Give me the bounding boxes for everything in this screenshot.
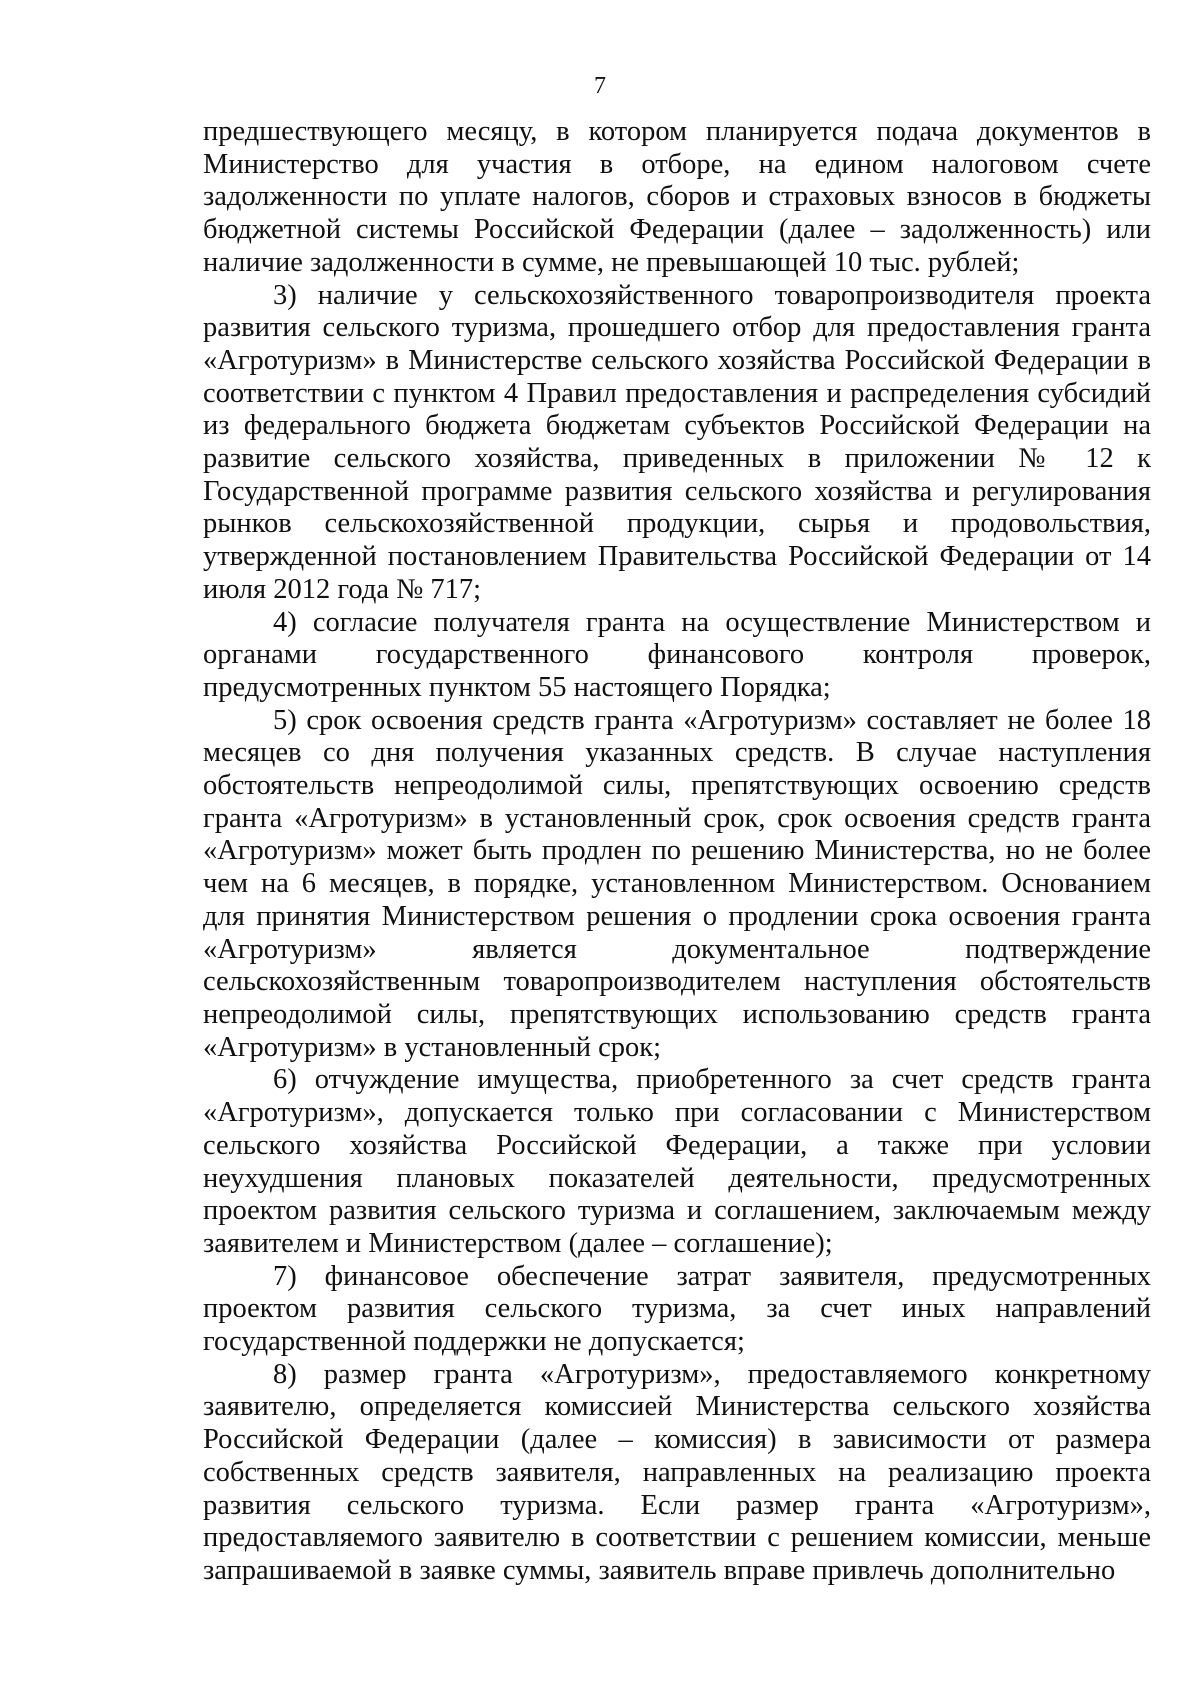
paragraph-item-5: 5) срок освоения средств гранта «Агротуризм» составляет не более 18 месяцев со дня получения указанных средств. В случае наступления обстоятельств непреодолимой силы, препятствующих освоению средств гранта «Агротуризм» в установленный срок, срок освоения средств гранта «Агротуризм» может быть продлен по решению Министерства, но не более чем на 6 месяцев, в порядке, установленном Министерством. Основанием для принятия Министерством решения о продлении срока освоения гранта «Агротуризм» является документальное подтверждение сельскохозяйственным товаропроизводителем наступления обстоятельств непреодолимой силы, препятствующих использованию средств гранта «Агротуризм» в установленный срок; (203, 704, 1151, 1063)
paragraph-continuation: предшествующего месяцу, в котором планируется подача документов в Министерство для участия в отборе, на едином налоговом счете задолженности по уплате налогов, сборов и страховых взносов в бюджеты бюджетной системы Российской Федерации (далее – задолженность) или наличие задолженности в сумме, не превышающей 10 тыс. рублей; (203, 116, 1151, 278)
document-body (203, 116, 1151, 1588)
paragraph-item-7: 7) финансовое обеспечение затрат заявителя, предусмотренных проектом развития сельского туризма, за счет иных направлений государственной поддержки не допускается; (203, 1260, 1151, 1358)
paragraph-item-4: 4) согласие получателя гранта на осуществление Министерством и органами государственного финансового контроля проверок, предусмотренных пунктом 55 настоящего Порядка; (203, 606, 1151, 703)
paragraph-item-3: 3) наличие у сельскохозяйственного товаропроизводителя проекта развития сельского туризма, прошедшего отбор для предоставления гранта «Агротуризм» в Министерстве сельского хозяйства Российской Федерации в соответствии с пунктом 4 Правил предоставления и распределения субсидий из федерального бюджета бюджетам субъектов Российской Федерации на развитие сельского хозяйства, приведенных в приложении № 12 к Государственной программе развития сельского хозяйства и регулирования рынков сельскохозяйственной продукции, сырья и продовольствия, утвержденной постановлением Правительства Российской Федерации от 14 июля 2012 года № 717; (203, 279, 1151, 605)
paragraph-item-8: 8) размер гранта «Агротуризм», предоставляемого конкретному заявителю, определяется комиссией Министерства сельского хозяйства Российской Федерации (далее – комиссия) в зависимости от размера собственных средств заявителя, направленных на реализацию проекта развития сельского туризма. Если размер гранта «Агротуризм», предоставляемого заявителю в соответствии с решением комиссии, меньше запрашиваемой в заявке суммы, заявитель вправе привлечь дополнительно (203, 1358, 1151, 1586)
page-number: 7 (594, 73, 606, 99)
paragraph-item-6: 6) отчуждение имущества, приобретенного за счет средств гранта «Агротуризм», допускается только при согласовании с Министерством сельского хозяйства Российской Федерации, а также при условии неухудшения плановых показателей деятельности, предусмотренных проектом развития сельского туризма и соглашением, заключаемым между заявителем и Министерством (далее – соглашение); (203, 1064, 1151, 1259)
